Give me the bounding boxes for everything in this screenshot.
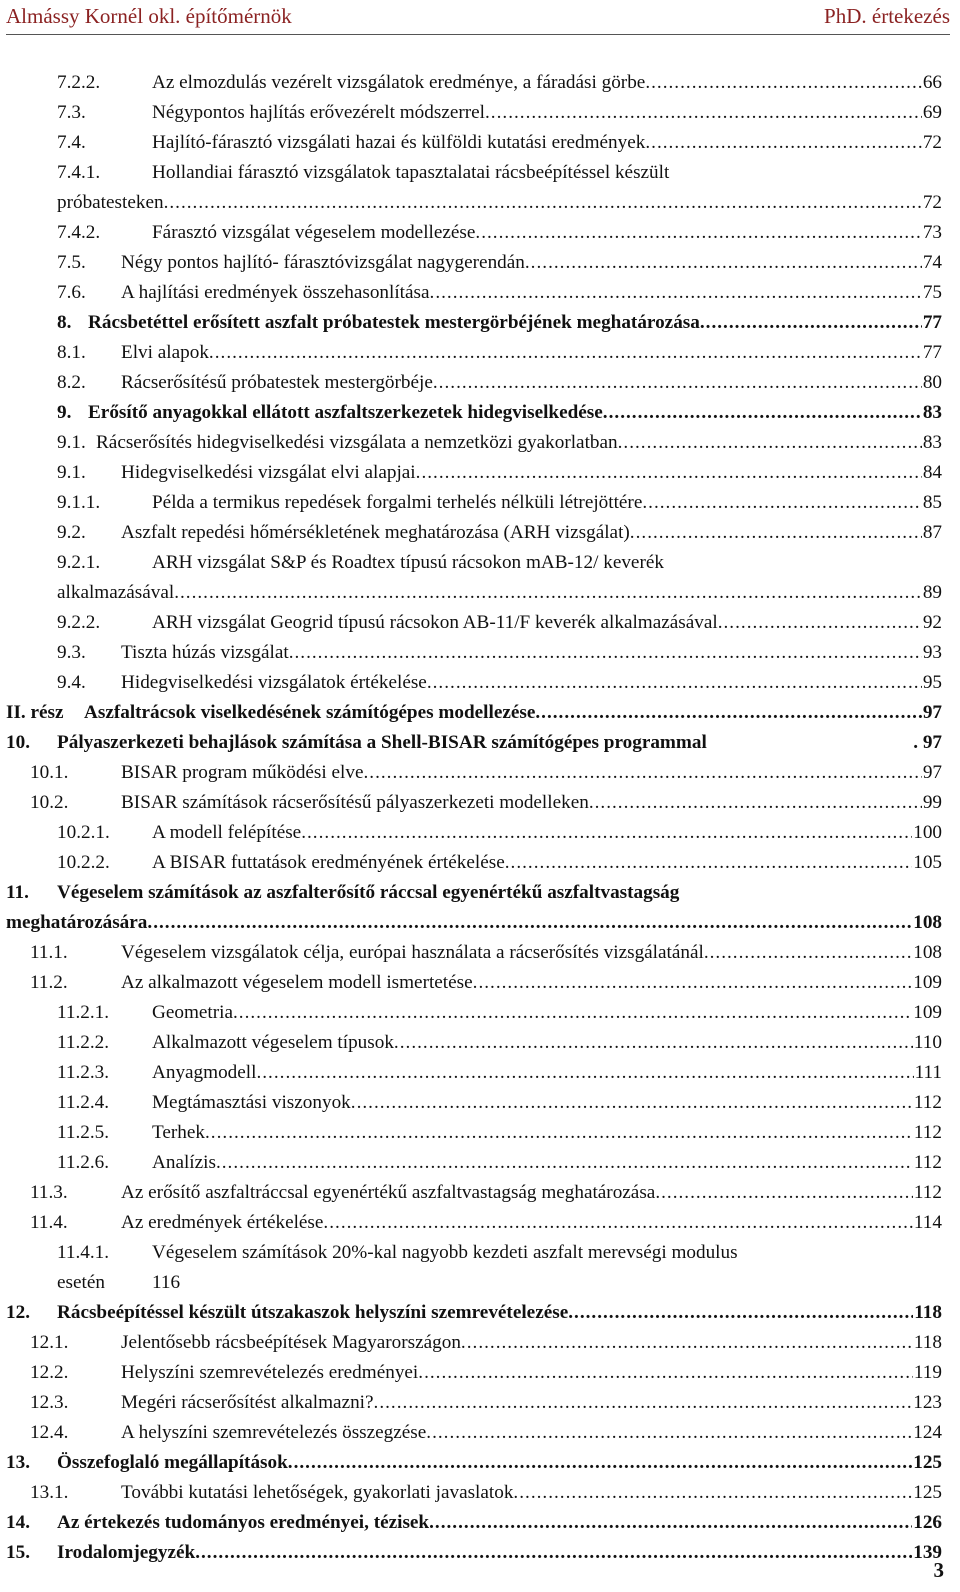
toc-entry-page: 118 bbox=[914, 1302, 942, 1323]
toc-entry-page: 95 bbox=[922, 672, 942, 693]
toc-entry-number: 12.3. bbox=[30, 1392, 69, 1413]
toc-entry[interactable] bbox=[0, 398, 960, 428]
toc-entry-title: Négypontos hajlítás erővezérelt módszerrel bbox=[152, 102, 485, 123]
toc-entry-page: 126 bbox=[913, 1512, 942, 1533]
toc-entry-title: Megtámasztási viszonyok bbox=[152, 1092, 351, 1113]
toc-entry[interactable] bbox=[0, 158, 960, 218]
toc-entry-number: 10.2. bbox=[30, 792, 69, 813]
toc-entry-page: 74 bbox=[922, 252, 942, 273]
toc-entry[interactable] bbox=[0, 338, 960, 368]
toc-entry-page: 108 bbox=[913, 912, 942, 933]
toc-entry[interactable] bbox=[0, 548, 960, 608]
toc-part-entry[interactable] bbox=[0, 698, 960, 728]
toc-entry[interactable] bbox=[0, 218, 960, 248]
toc-entry-number: 9.1.1. bbox=[57, 492, 101, 513]
toc-entry-title-cont: alkalmazásával bbox=[57, 582, 175, 603]
toc-entry-title: Az értekezés tudományos eredményei, tézisek bbox=[57, 1512, 430, 1533]
toc-entry-page: 116 bbox=[152, 1272, 181, 1293]
toc-entry[interactable] bbox=[0, 98, 960, 128]
toc-entry-number: 11. bbox=[6, 882, 29, 903]
toc-entry-title: Hidegviselkedési vizsgálatok értékelése bbox=[121, 672, 427, 693]
toc-entry[interactable] bbox=[0, 1238, 960, 1298]
toc-entry-number: 7.6. bbox=[57, 282, 86, 303]
toc-entry-page: 109 bbox=[913, 972, 942, 993]
toc-entry-title: A modell felépítése bbox=[152, 822, 302, 843]
toc-entry-page: 97 bbox=[922, 702, 942, 723]
toc-entry-page: 114 bbox=[913, 1212, 942, 1233]
toc-entry-title: Alkalmazott végeselem típusok bbox=[152, 1032, 394, 1053]
toc-entry-page: 119 bbox=[913, 1362, 942, 1383]
toc-entry-number: 12.1. bbox=[30, 1332, 69, 1353]
toc-entry-title: Analízis bbox=[152, 1152, 216, 1173]
toc-entry-page: 124 bbox=[913, 1422, 942, 1443]
toc-entry-number: 7.2.2. bbox=[57, 72, 101, 93]
toc-entry-page: 99 bbox=[922, 792, 942, 813]
toc-entry-page: 123 bbox=[913, 1392, 942, 1413]
toc-entry-title: Rácserősítés hidegviselkedési vizsgálata a nemzetközi gyakorlatban bbox=[96, 432, 618, 453]
toc-entry-number: 10.2.2. bbox=[57, 852, 110, 873]
toc-entry[interactable] bbox=[0, 1538, 960, 1568]
toc-entry-title: Aszfaltrácsok viselkedésének számítógépes modellezése bbox=[84, 702, 536, 723]
toc-entry-number: 9.1. bbox=[57, 462, 86, 483]
toc-entry-number: 7.3. bbox=[57, 102, 86, 123]
toc-entry-number: 8.1. bbox=[57, 342, 86, 363]
toc-entry-title: Elvi alapok bbox=[121, 342, 209, 363]
toc-entry-number: 10.1. bbox=[30, 762, 69, 783]
toc-entry-title: Az eredmények értékelése bbox=[121, 1212, 324, 1233]
toc-entry-page: 112 bbox=[913, 1182, 942, 1203]
toc-entry-title: ARH vizsgálat Geogrid típusú rácsokon AB-11/F keverék alkalmazásával bbox=[152, 612, 718, 633]
toc-entry-page: 80 bbox=[922, 372, 942, 393]
toc-entry-title: Végeselem számítások az aszfalterősítő ráccsal egyenértékű aszfaltvastagság bbox=[57, 882, 680, 903]
toc-entry-title: Négy pontos hajlító- fárasztóvizsgálat nagygerendán bbox=[121, 252, 525, 273]
toc-entry[interactable] bbox=[0, 998, 960, 1028]
toc-entry-title: Jelentősebb rácsbeépítések Magyarországon bbox=[121, 1332, 461, 1353]
header-author: Almássy Kornél okl. építőmérnök bbox=[6, 4, 292, 28]
toc-entry-number: 12.2. bbox=[30, 1362, 69, 1383]
toc-entry[interactable] bbox=[0, 1118, 960, 1148]
toc-entry-page: 139 bbox=[913, 1542, 942, 1563]
toc-entry-page: 125 bbox=[913, 1482, 942, 1503]
toc-entry-title: Terhek bbox=[152, 1122, 205, 1143]
toc-entry-page: 112 bbox=[913, 1122, 942, 1143]
toc-entry[interactable] bbox=[0, 488, 960, 518]
toc-entry-page: 89 bbox=[922, 582, 942, 603]
toc-entry[interactable] bbox=[0, 938, 960, 968]
toc-entry-title: Tiszta húzás vizsgálat bbox=[121, 642, 289, 663]
toc-entry-number: 11.2.5. bbox=[57, 1122, 110, 1143]
toc-entry-title: Aszfalt repedési hőmérsékletének meghatározása (ARH vizsgálat) bbox=[121, 522, 630, 543]
toc-entry-number: 7.5. bbox=[57, 252, 86, 273]
toc-entry-number: 11.2. bbox=[30, 972, 68, 993]
toc-entry-page: 87 bbox=[922, 522, 942, 543]
toc-entry-title: Végeselem számítások 20%-kal nagyobb kezdeti aszfalt merevségi modulus bbox=[152, 1242, 738, 1263]
toc-entry[interactable] bbox=[0, 668, 960, 698]
toc-entry-number: 13. bbox=[6, 1452, 30, 1473]
toc-entry-title: ARH vizsgálat S&P és Roadtex típusú rácsokon mAB-12/ keverék bbox=[152, 552, 664, 573]
toc-entry[interactable] bbox=[0, 638, 960, 668]
toc-entry-title: További kutatási lehetőségek, gyakorlati javaslatok bbox=[121, 1482, 514, 1503]
toc-entry-number: 8. bbox=[57, 312, 72, 333]
toc-entry-title: Fárasztó vizsgálat végeselem modellezése bbox=[152, 222, 476, 243]
toc-entry-number: 9.2. bbox=[57, 522, 86, 543]
toc-entry-page: 109 bbox=[913, 1002, 942, 1023]
toc-entry-number: 9.3. bbox=[57, 642, 86, 663]
toc-entry[interactable] bbox=[0, 1178, 960, 1208]
toc-entry-title: Megéri rácserősítést alkalmazni? bbox=[121, 1392, 374, 1413]
toc-entry[interactable] bbox=[0, 248, 960, 278]
toc-entry-title: Példa a termikus repedések forgalmi terhelés nélküli létrejöttére bbox=[152, 492, 643, 513]
toc-entry[interactable] bbox=[0, 608, 960, 638]
toc-entry-number: II. rész bbox=[6, 702, 64, 723]
toc-entry[interactable] bbox=[0, 1058, 960, 1088]
toc-entry-title-cont: meghatározására bbox=[6, 912, 148, 933]
toc-entry-title: Helyszíni szemrevételezés eredményei bbox=[121, 1362, 419, 1383]
header-divider bbox=[6, 34, 950, 35]
toc-entry-title: Az elmozdulás vezérelt vizsgálatok eredménye, a fáradási görbe bbox=[152, 72, 646, 93]
toc-entry-page: 84 bbox=[922, 462, 942, 483]
toc-entry[interactable] bbox=[0, 308, 960, 338]
toc-entry-page: 75 bbox=[922, 282, 942, 303]
toc-entry-number: 11.1. bbox=[30, 942, 68, 963]
toc-entry-number: 11.2.4. bbox=[57, 1092, 110, 1113]
toc-entry[interactable] bbox=[0, 1448, 960, 1478]
header-doc-type: PhD. értekezés bbox=[824, 4, 950, 28]
toc-entry-number: 11.2.1. bbox=[57, 1002, 110, 1023]
toc-entry-title-cont: próbatesteken bbox=[57, 192, 164, 213]
toc-entry-number: 14. bbox=[6, 1512, 30, 1533]
toc-entry-page: 77 bbox=[922, 342, 942, 363]
toc-entry-number: 9.2.1. bbox=[57, 552, 101, 573]
toc-entry-number: 9.4. bbox=[57, 672, 86, 693]
toc-entry-number: 11.4.1. bbox=[57, 1242, 110, 1263]
toc-entry[interactable] bbox=[0, 518, 960, 548]
toc-entry[interactable] bbox=[0, 458, 960, 488]
toc-entry-page: 105 bbox=[913, 852, 942, 873]
toc-entry-title: BISAR program működési elve bbox=[121, 762, 364, 783]
toc-entry-page: 111 bbox=[914, 1062, 942, 1083]
toc-entry[interactable] bbox=[0, 1478, 960, 1508]
toc-entry-page: 83 bbox=[922, 402, 942, 423]
toc-entry[interactable] bbox=[0, 1508, 960, 1538]
toc-entry[interactable] bbox=[0, 368, 960, 398]
toc-entry[interactable] bbox=[0, 68, 960, 98]
toc-entry-page: 77 bbox=[922, 312, 942, 333]
toc-entry-title-cont: esetén bbox=[57, 1272, 105, 1293]
toc-entry-page: 110 bbox=[913, 1032, 942, 1053]
toc-entry-title: A helyszíni szemrevételezés összegzése bbox=[121, 1422, 427, 1443]
toc-entry-page: 125 bbox=[913, 1452, 942, 1473]
toc-entry-title: Rácsbeépítéssel készült útszakaszok helyszíni szemrevételezése bbox=[57, 1302, 569, 1323]
toc-entry-page: 118 bbox=[913, 1332, 942, 1353]
toc-entry-page: 85 bbox=[922, 492, 942, 513]
toc-entry-page: 112 bbox=[913, 1152, 942, 1173]
toc-entry-number: 9.2.2. bbox=[57, 612, 101, 633]
toc-entry-page: 97 bbox=[922, 762, 942, 783]
page-number: 3 bbox=[933, 1558, 944, 1582]
toc-entry-page: 69 bbox=[922, 102, 942, 123]
toc-entry-number: 9.1. bbox=[57, 432, 86, 453]
toc-entry-page: 72 bbox=[922, 192, 942, 213]
toc-entry[interactable] bbox=[0, 428, 960, 458]
toc-entry-title: Anyagmodell bbox=[152, 1062, 257, 1083]
toc-entry-page: 73 bbox=[922, 222, 942, 243]
toc-entry[interactable] bbox=[0, 278, 960, 308]
toc-entry[interactable] bbox=[0, 878, 960, 938]
toc-entry[interactable] bbox=[0, 1358, 960, 1388]
toc-entry-title: Irodalomjegyzék bbox=[57, 1542, 196, 1563]
toc-entry-number: 12.4. bbox=[30, 1422, 69, 1443]
toc-entry[interactable] bbox=[0, 728, 960, 758]
table-of-contents bbox=[0, 68, 960, 1568]
toc-entry-title: Rácsbetéttel erősített aszfalt próbatestek mestergörbéjének meghatározása bbox=[88, 312, 700, 333]
toc-entry[interactable] bbox=[0, 128, 960, 158]
toc-entry-number: 12. bbox=[6, 1302, 30, 1323]
toc-entry-page: 108 bbox=[913, 942, 942, 963]
toc-entry-number: 7.4.1. bbox=[57, 162, 101, 183]
toc-entry-title: A BISAR futtatások eredményének értékelése bbox=[152, 852, 505, 873]
toc-entry-page: 83 bbox=[922, 432, 942, 453]
toc-entry-page: 92 bbox=[922, 612, 942, 633]
toc-entry[interactable] bbox=[0, 1208, 960, 1238]
toc-entry-number: 9. bbox=[57, 402, 72, 423]
toc-entry-number: 10.2.1. bbox=[57, 822, 110, 843]
toc-entry[interactable] bbox=[0, 1028, 960, 1058]
toc-entry-number: 7.4. bbox=[57, 132, 86, 153]
toc-entry-page: 66 bbox=[922, 72, 942, 93]
toc-entry-number: 11.2.6. bbox=[57, 1152, 110, 1173]
toc-entry[interactable] bbox=[0, 818, 960, 848]
toc-entry[interactable] bbox=[0, 1388, 960, 1418]
toc-entry-title: Hajlító-fárasztó vizsgálati hazai és külföldi kutatási eredmények bbox=[152, 132, 646, 153]
toc-entry-title: Az alkalmazott végeselem modell ismertetése bbox=[121, 972, 473, 993]
toc-entry-title: Geometria bbox=[152, 1002, 233, 1023]
toc-entry-number: 13.1. bbox=[30, 1482, 69, 1503]
toc-entry[interactable] bbox=[0, 1088, 960, 1118]
toc-entry-title: Hollandiai fárasztó vizsgálatok tapasztalatai rácsbeépítéssel készült bbox=[152, 162, 670, 183]
toc-entry-number: 11.3. bbox=[30, 1182, 68, 1203]
toc-entry-title: Végeselem vizsgálatok célja, európai használata a rácserősítés vizsgálatánál bbox=[121, 942, 704, 963]
toc-entry-number: 7.4.2. bbox=[57, 222, 101, 243]
toc-entry-number: 11.2.2. bbox=[57, 1032, 110, 1053]
toc-entry-title: Pályaszerkezeti behajlások számítása a Shell-BISAR számítógépes programmal bbox=[57, 732, 707, 753]
toc-entry-number: 11.2.3. bbox=[57, 1062, 110, 1083]
toc-entry-title: Az erősítő aszfaltráccsal egyenértékű aszfaltvastagság meghatározása bbox=[121, 1182, 656, 1203]
toc-entry-page: 72 bbox=[922, 132, 942, 153]
toc-entry[interactable] bbox=[0, 1418, 960, 1448]
toc-entry-number: 10. bbox=[6, 732, 30, 753]
toc-entry-number: 11.4. bbox=[30, 1212, 68, 1233]
toc-entry[interactable] bbox=[0, 758, 960, 788]
toc-entry-title: A hajlítási eredmények összehasonlítása bbox=[121, 282, 430, 303]
toc-entry[interactable] bbox=[0, 848, 960, 878]
toc-entry-number: 15. bbox=[6, 1542, 30, 1563]
toc-entry[interactable] bbox=[0, 1298, 960, 1328]
toc-entry-number: 8.2. bbox=[57, 372, 86, 393]
toc-entry-page: 100 bbox=[913, 822, 942, 843]
toc-entry-page: 93 bbox=[922, 642, 942, 663]
toc-entry-title: Összefoglaló megállapítások bbox=[57, 1452, 288, 1473]
toc-entry-page: 112 bbox=[913, 1092, 942, 1113]
toc-entry[interactable] bbox=[0, 968, 960, 998]
toc-entry[interactable] bbox=[0, 1328, 960, 1358]
toc-entry-page: . 97 bbox=[913, 732, 942, 753]
toc-entry-title: BISAR számítások rácserősítésű pályaszerkezeti modelleken bbox=[121, 792, 589, 813]
toc-entry-title: Hidegviselkedési vizsgálat elvi alapjai bbox=[121, 462, 416, 483]
toc-entry-title: Rácserősítésű próbatestek mestergörbéje bbox=[121, 372, 433, 393]
toc-entry[interactable] bbox=[0, 788, 960, 818]
toc-entry-title: Erősítő anyagokkal ellátott aszfaltszerkezetek hidegviselkedése bbox=[88, 402, 603, 423]
toc-entry[interactable] bbox=[0, 1148, 960, 1178]
